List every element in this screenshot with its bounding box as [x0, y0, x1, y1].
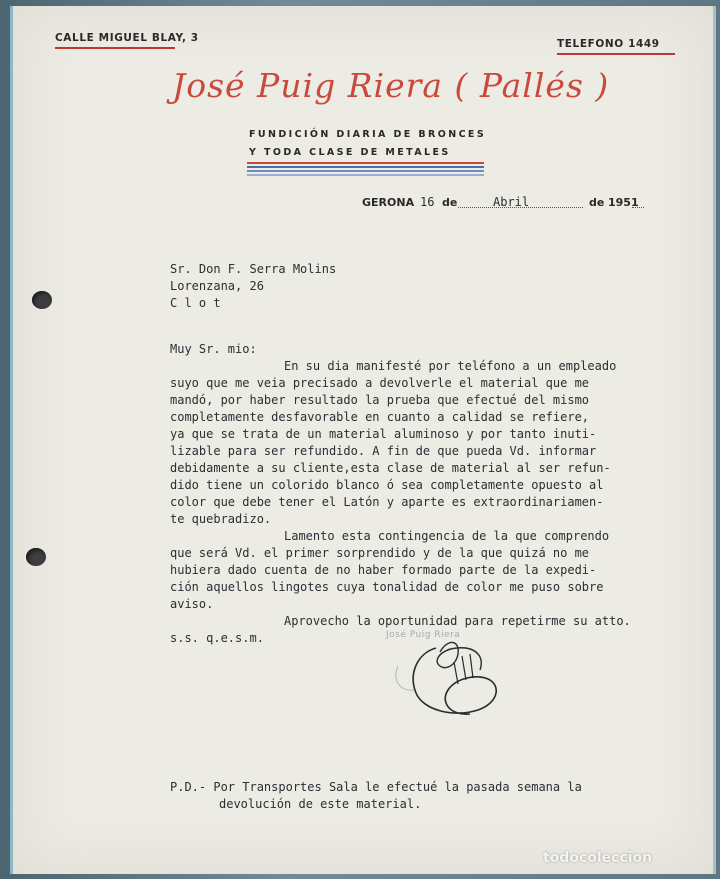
date-city: GERONA: [362, 196, 415, 209]
recipient-street: Lorenzana, 26: [170, 279, 264, 293]
body-line: dido tiene un colorido blanco ó sea completamente opuesto al: [170, 478, 604, 492]
letterhead-address: CALLE MIGUEL BLAY, 3: [55, 32, 199, 44]
body-line: ción aquellos lingotes cuya tonalidad de color me puso sobre: [170, 580, 604, 594]
body-line: aviso.: [170, 597, 214, 611]
body-line: completamente desfavorable en cuanto a calidad se refiere,: [170, 410, 590, 424]
recipient-name: Sr. Don F. Serra Molins: [170, 262, 337, 276]
body-line: hubiera dado cuenta de no haber formado parte de la expedi-: [170, 563, 597, 577]
salutation: Muy Sr. mio:: [170, 342, 257, 356]
letterhead-stripe-blue-1: [247, 166, 484, 168]
letterhead-company-name: José Puig Riera ( Pallés ): [172, 66, 610, 105]
body-line: que será Vd. el primer sorprendido y de la que quizá no me: [170, 546, 590, 560]
watermark-logo: todocoleccion: [543, 850, 653, 866]
body-line: color que debe tener el Latón y aparte es extraordinariamen-: [170, 495, 604, 509]
letterhead-phone: TELEFONO 1449: [557, 38, 660, 50]
signature-stamp: José Puig Riera: [386, 630, 461, 640]
body-line: mandó, por haber resultado la prueba que efectué del mismo: [170, 393, 590, 407]
letterhead-tagline-2: Y TODA CLASE DE METALES: [249, 147, 451, 158]
handwritten-signature: [378, 618, 518, 728]
body-line: lizable para ser refundido. A fin de que pueda Vd. informar: [170, 444, 597, 458]
punch-hole-bottom: [26, 548, 46, 566]
postscript-line-2: devolución de este material.: [219, 797, 422, 811]
date-month: Abril: [493, 195, 530, 209]
date-year-dots: [632, 207, 644, 208]
phone-underline: [557, 53, 675, 55]
recipient-city: C l o t: [170, 296, 221, 310]
date-year: 1951: [608, 196, 639, 209]
body-line: te quebradizo.: [170, 512, 272, 526]
date-day: 16: [420, 195, 435, 209]
closing-abbrev: s.s. q.e.s.m.: [170, 631, 264, 645]
letterhead-stripe-red: [247, 162, 484, 164]
letterhead-stripe-blue-2: [247, 170, 484, 172]
body-line: En su dia manifesté por teléfono a un empleado: [284, 359, 617, 373]
letterhead-stripe-blue-3: [247, 174, 484, 176]
punch-hole-top: [32, 291, 52, 309]
closing-line: Aprovecho la oportunidad para repetirme su atto.: [284, 614, 631, 628]
body-line: ya que se trata de un material aluminoso y por tanto inuti-: [170, 427, 597, 441]
letterhead-tagline-1: FUNDICIÓN DIARIA DE BRONCES: [249, 129, 487, 140]
postscript-line-1: P.D.- Por Transportes Sala le efectué la pasada semana la: [170, 780, 582, 794]
date-de-1: de: [442, 196, 458, 209]
address-underline: [55, 47, 175, 49]
body-line: Lamento esta contingencia de la que comprendo: [284, 529, 610, 543]
body-line: suyo que me veia precisado a devolverle el material que me: [170, 376, 590, 390]
body-line: debidamente a su cliente,esta clase de material al ser refun-: [170, 461, 611, 475]
date-de-2: de: [589, 196, 605, 209]
